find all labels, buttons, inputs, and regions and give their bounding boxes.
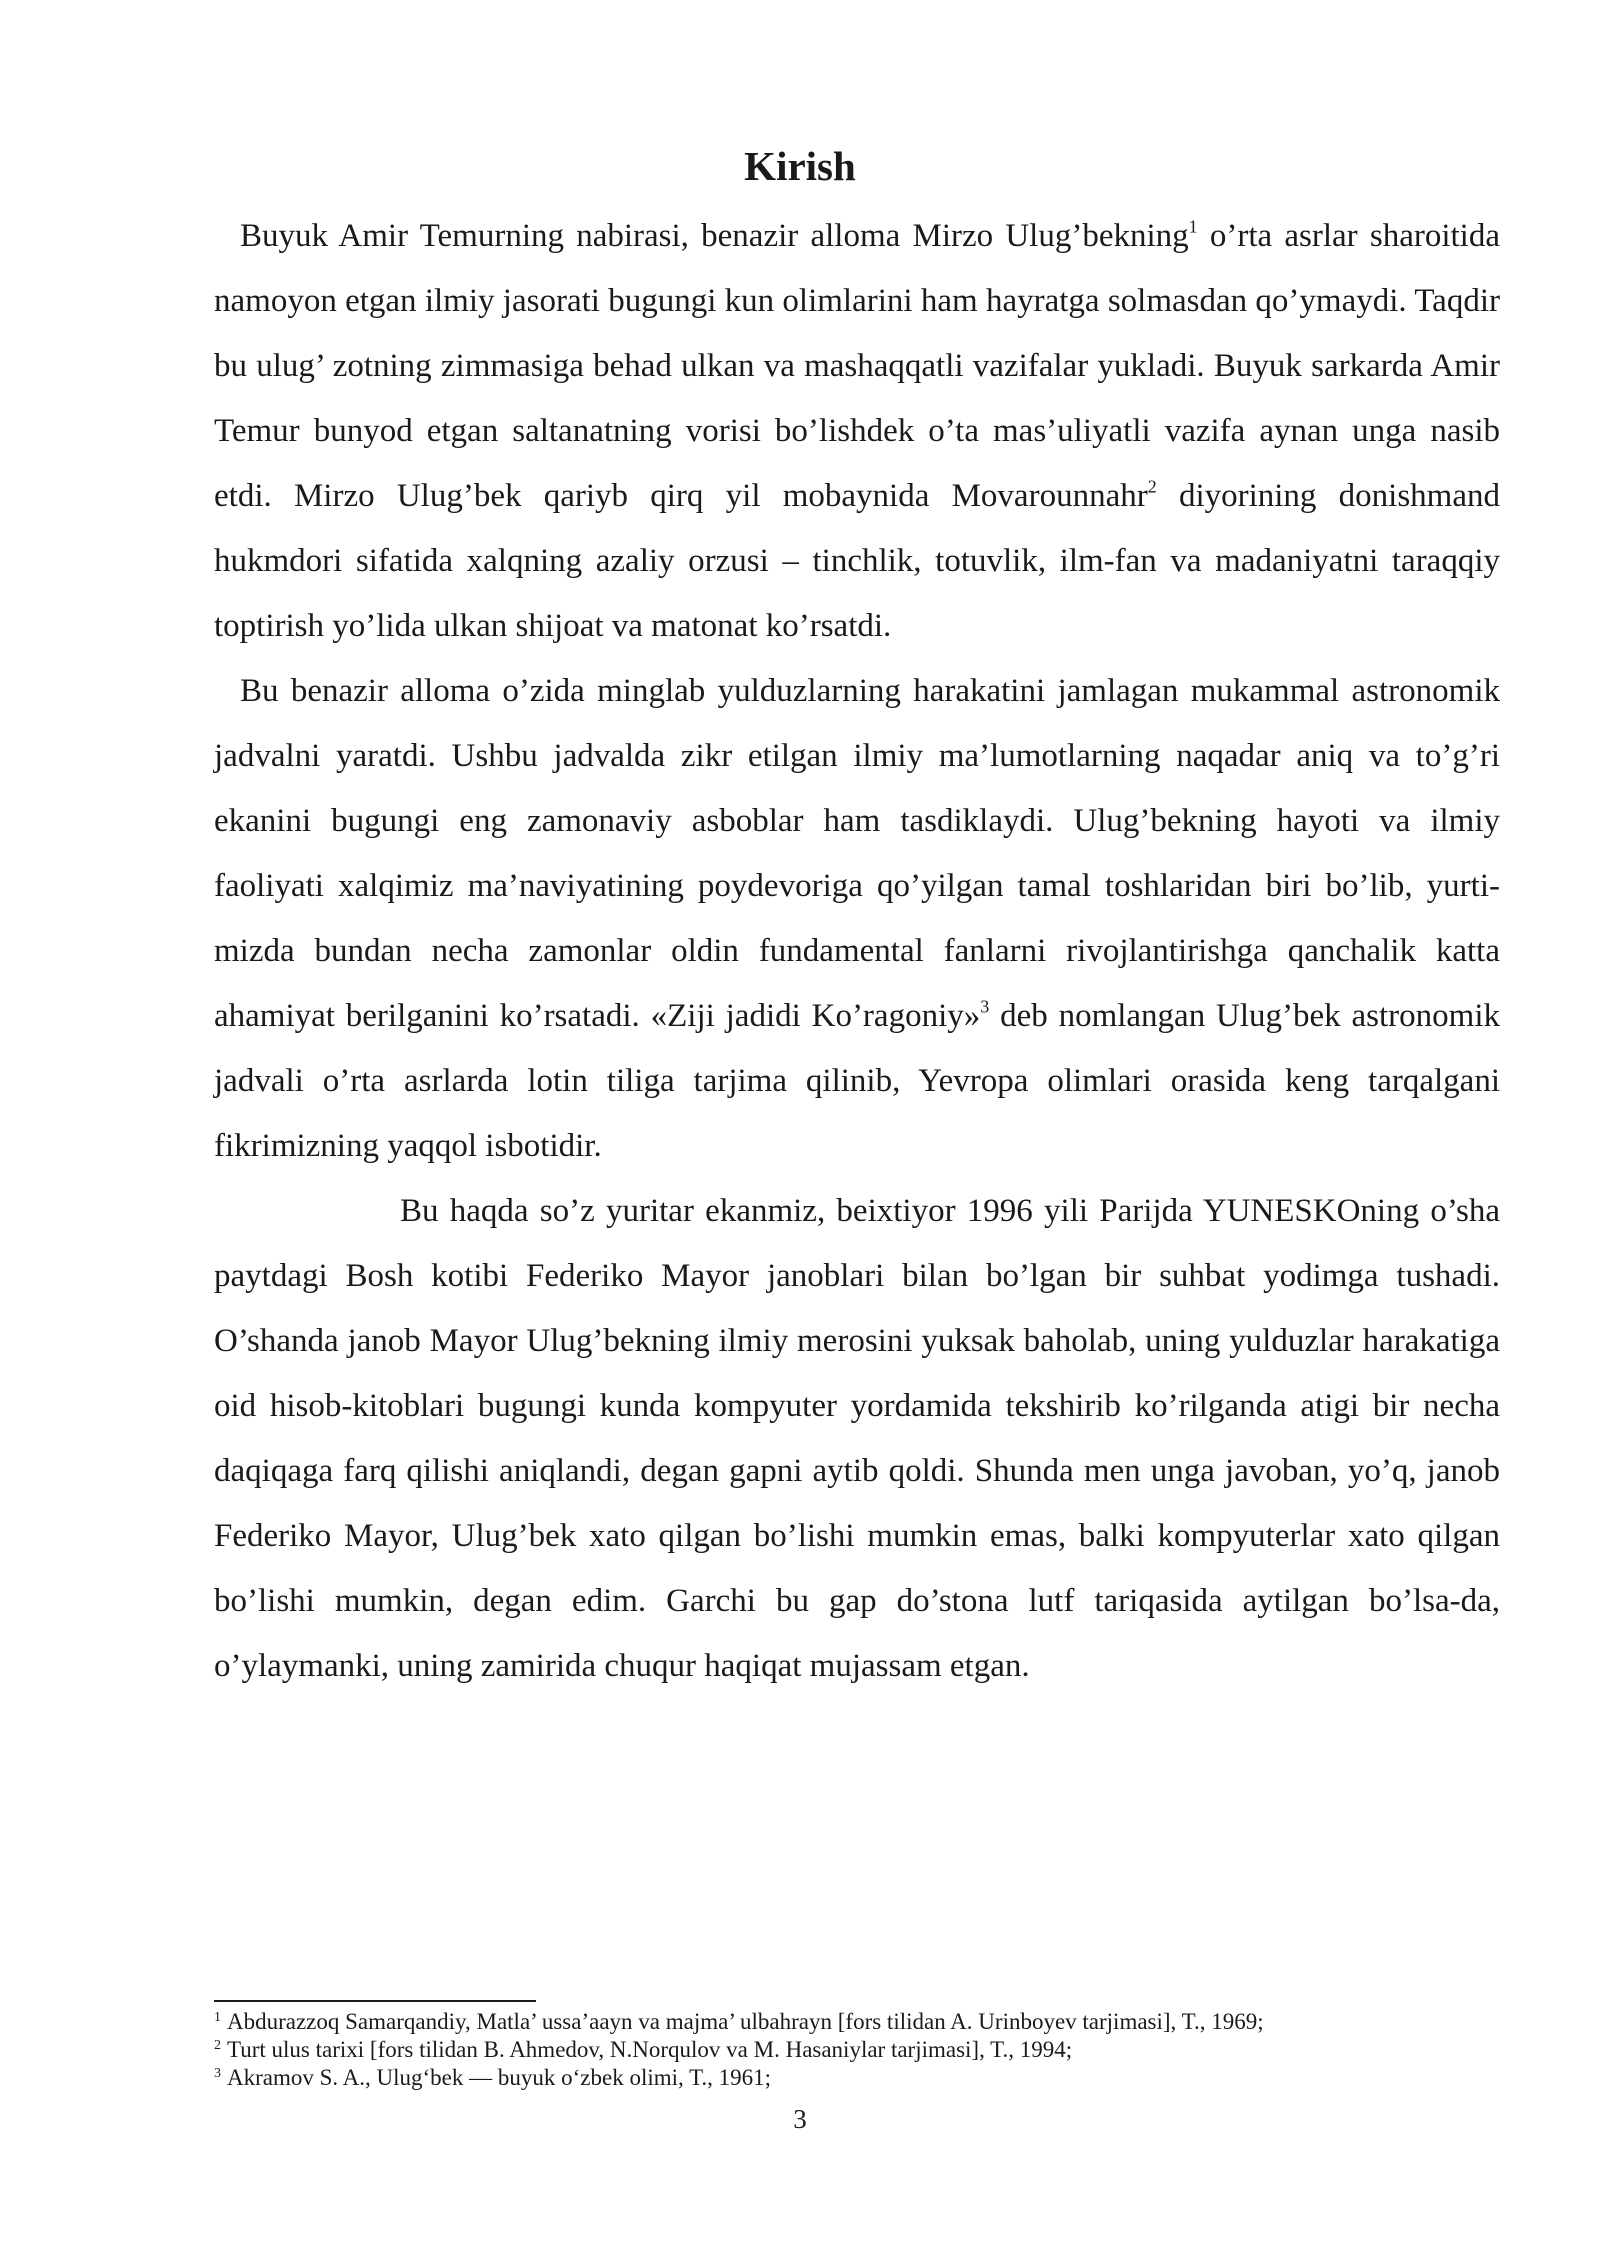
footnote-ref-1: 1 bbox=[1188, 216, 1198, 237]
body-text bbox=[214, 204, 1500, 1699]
paragraph-1-part-b: o’rta asrlar sharoitida namoyon etgan ilmiy jasorati bugungi kun olimlarini ham hayratga solmasdan qo’ymaydi. Taqdir bu ulug’ zotning zimmasiga behad ulkan va mashaqqatli vazifalar yukladi. Buyuk sarkarda Amir Temur bunyod etgan saltanatning vorisi bo’lishdek o’ta mas’uliyatli vazifa aynan unga nasib etdi. Mirzo Ulug’bek qariyb qirq yil mobaynida Movarounnahr bbox=[214, 218, 1500, 514]
footnote-number: 2 bbox=[214, 2037, 221, 2053]
footnote-2 bbox=[214, 2036, 1514, 2064]
paragraph-2-part-a: Bu benazir alloma o’zida minglab yulduzlarning harakatini jamlagan mukammal astronomik jadvalni yaratdi. Ushbu jadvalda zikr etilgan ilmiy ma’lumotlarning naqadar aniq va to’g’ri ekanini bugungi eng zamonaviy asboblar ham tasdiklaydi. Ulug’bekning hayoti va ilmiy faoliyati xalqimiz ma’naviyatining poydevoriga qo’yilgan tamal toshlaridan biri bo’lib, yurti-mizda bundan necha zamonlar oldin fundamental fanlarni rivojlantirishga qanchalik katta ahamiyat berilganini ko’rsatadi. «Ziji jadidi Ko’ragoniy» bbox=[214, 673, 1500, 1034]
paragraph-3: Bu haqda so’z yuritar ekanmiz, beixtiyor 1996 yili Parijda YUNESKOning o’sha paytdagi Bosh kotibi Federiko Mayor janoblari bilan bo’lgan bir suhbat yodimga tushadi. O’shanda janob Mayor Ulug’bekning ilmiy merosini yuksak baholab, uning yulduzlar harakatiga oid hisob-kitoblari bugungi kunda kompyuter yordamida tekshirib ko’rilganda atigi bir necha daqiqaga farq qilishi aniqlandi, degan gapni aytib qoldi. Shunda men unga javoban, yo’q, janob Federiko Mayor, Ulug’bek xato qilgan bo’lishi mumkin emas, balki kompyuterlar xato qilgan bo’lishi mumkin, degan edim. Garchi bu gap do’stona lutf tariqasida aytilgan bo’lsa-da, o’ylaymanki, uning zamirida chuqur haqiqat mujassam etgan. bbox=[214, 1193, 1500, 1684]
paragraph-1 bbox=[214, 204, 1500, 659]
footnote-ref-2: 2 bbox=[1147, 476, 1157, 497]
page-number: 3 bbox=[793, 2104, 807, 2134]
footnote-text: Abdurazzoq Samarqandiy, Matla’ ussa’aayn va majma’ ulbahrayn [fors tilidan A. Urinboyev tarjimasi], T., 1969; bbox=[227, 2009, 1264, 2034]
footnote-number: 3 bbox=[214, 2065, 221, 2081]
footnote-3 bbox=[214, 2064, 1514, 2092]
paragraph-2 bbox=[214, 659, 1500, 1179]
footnote-1 bbox=[214, 2008, 1514, 2036]
paragraph-1-part-c: diyorining donishmand hukmdori sifatida xalqning azaliy orzusi – tinchlik, totuvlik, ilm-fan va madaniyatni taraqqiy toptirish yo’lida ulkan shijoat va matonat ko’rsatdi. bbox=[214, 478, 1500, 644]
footnote-ref-3: 3 bbox=[980, 996, 990, 1017]
footnote-number: 1 bbox=[214, 2009, 221, 2025]
page-title: Kirish bbox=[744, 143, 856, 189]
paragraph-2-part-b: deb nomlangan Ulug’bek astronomik jadvali o’rta asrlarda lotin tiliga tarjima qilinib, Yevropa olimlari orasida keng tarqalgani fikrimizning yaqqol isbotidir. bbox=[214, 998, 1501, 1164]
footnote-text: Akramov S. A., Ulug‘bek — buyuk o‘zbek olimi, T., 1961; bbox=[227, 2065, 772, 2090]
footnote-separator bbox=[214, 2000, 536, 2002]
footnote-text: Turt ulus tarixi [fors tilidan B. Ahmedov, N.Norqulov va M. Hasaniylar tarjimasi], T., 1994; bbox=[227, 2037, 1073, 2062]
footnotes bbox=[214, 2008, 1514, 2092]
paragraph-1-part-a: Buyuk Amir Temurning nabirasi, benazir alloma Mirzo Ulug’bekning bbox=[240, 218, 1189, 254]
